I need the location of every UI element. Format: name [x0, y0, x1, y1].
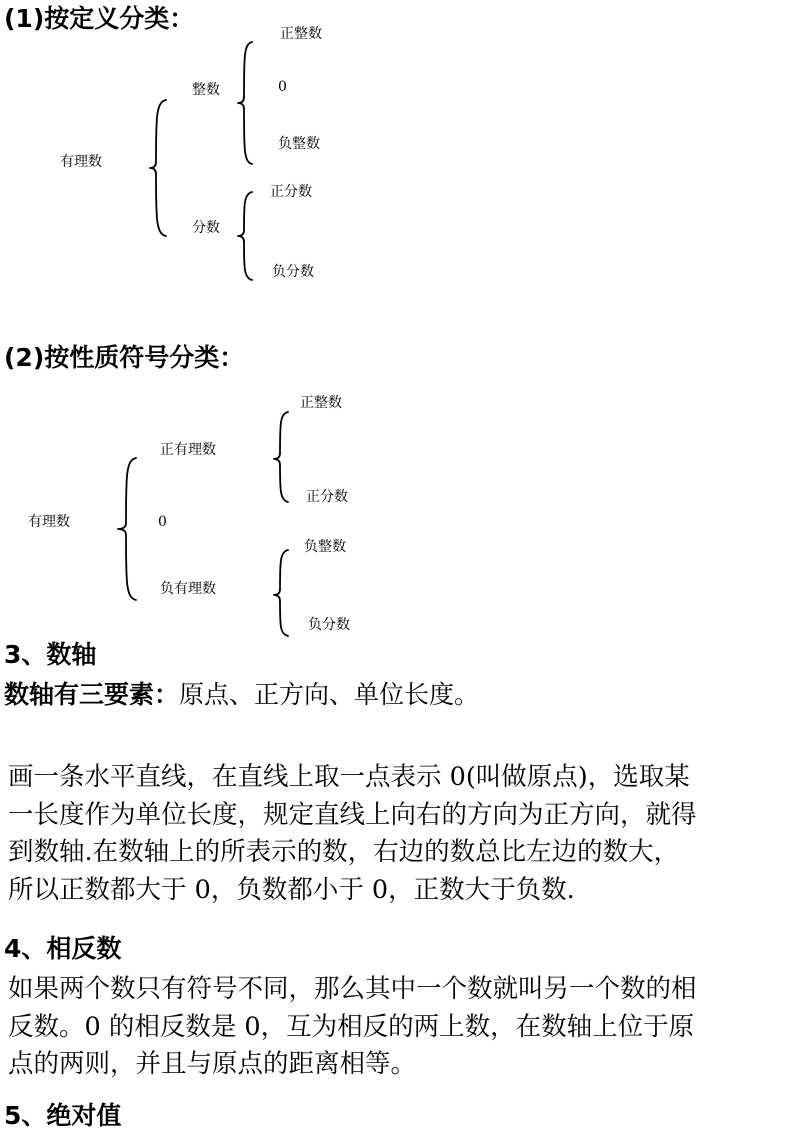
tree1-neg-frac: 负分数	[272, 264, 314, 280]
tree2-pos-frac: 正分数	[306, 489, 348, 505]
tree1-neg-int: 负整数	[278, 136, 320, 152]
tree2-negative-brace	[272, 548, 290, 638]
tree1-integer-label: 整数	[192, 82, 220, 98]
section1-heading: (1)按定义分类：	[4, 4, 195, 33]
tree2-pos-int: 正整数	[300, 395, 342, 411]
section4-heading: 4、相反数	[4, 934, 122, 963]
section3-line-4: 所以正数都大于 0，负数都小于 0，正数大于负数.	[8, 874, 575, 905]
section5-heading: 5、绝对值	[4, 1101, 122, 1130]
section4-line-2: 反数。0 的相反数是 0，互为相反的两上数，在数轴上位于原	[8, 1011, 695, 1042]
section3-heading: 3、数轴	[4, 640, 97, 669]
tree1-pos-frac: 正分数	[270, 184, 312, 200]
tree2-positive-brace	[272, 410, 290, 504]
tree2-root-brace	[116, 456, 138, 602]
tree2-neg-frac: 负分数	[308, 617, 350, 633]
elements-label: 数轴有三要素：	[4, 680, 180, 709]
tree1-root: 有理数	[60, 154, 102, 170]
elements-value: 原点、正方向、单位长度。	[179, 680, 480, 709]
section4-line-3: 点的两则，并且与原点的距离相等。	[8, 1049, 417, 1079]
tree1-root-brace	[148, 98, 168, 238]
section3-paragraph	[8, 759, 800, 909]
section2-heading: (2)按性质符号分类：	[4, 343, 245, 372]
section3-line-1: 画一条水平直线，在直线上取一点表示 0(叫做原点)，选取某	[8, 762, 690, 792]
tree1-fraction-brace	[236, 190, 254, 282]
section3-line-3: 到数轴.在数轴上的所表示的数，右边的数总比左边的数大，	[8, 837, 680, 867]
section4-line-1: 如果两个数只有符号不同，那么其中一个数就叫另一个数的相	[8, 974, 697, 1004]
section3-line-2: 一长度作为单位长度，规定直线上向右的方向为正方向，就得	[8, 799, 697, 830]
tree1-zero: 0	[278, 79, 287, 95]
section4-paragraph	[8, 971, 800, 1084]
tree1-integer-brace	[236, 40, 254, 166]
tree1-fraction-label: 分数	[192, 220, 220, 236]
tree2-root: 有理数	[28, 514, 70, 530]
tree2-neg-int: 负整数	[304, 539, 346, 555]
tree2-zero: 0	[158, 514, 167, 530]
tree2-positive-label: 正有理数	[160, 442, 216, 458]
tree1-pos-int: 正整数	[280, 26, 322, 42]
tree2-negative-label: 负有理数	[160, 581, 216, 597]
number-line-elements	[4, 679, 479, 711]
